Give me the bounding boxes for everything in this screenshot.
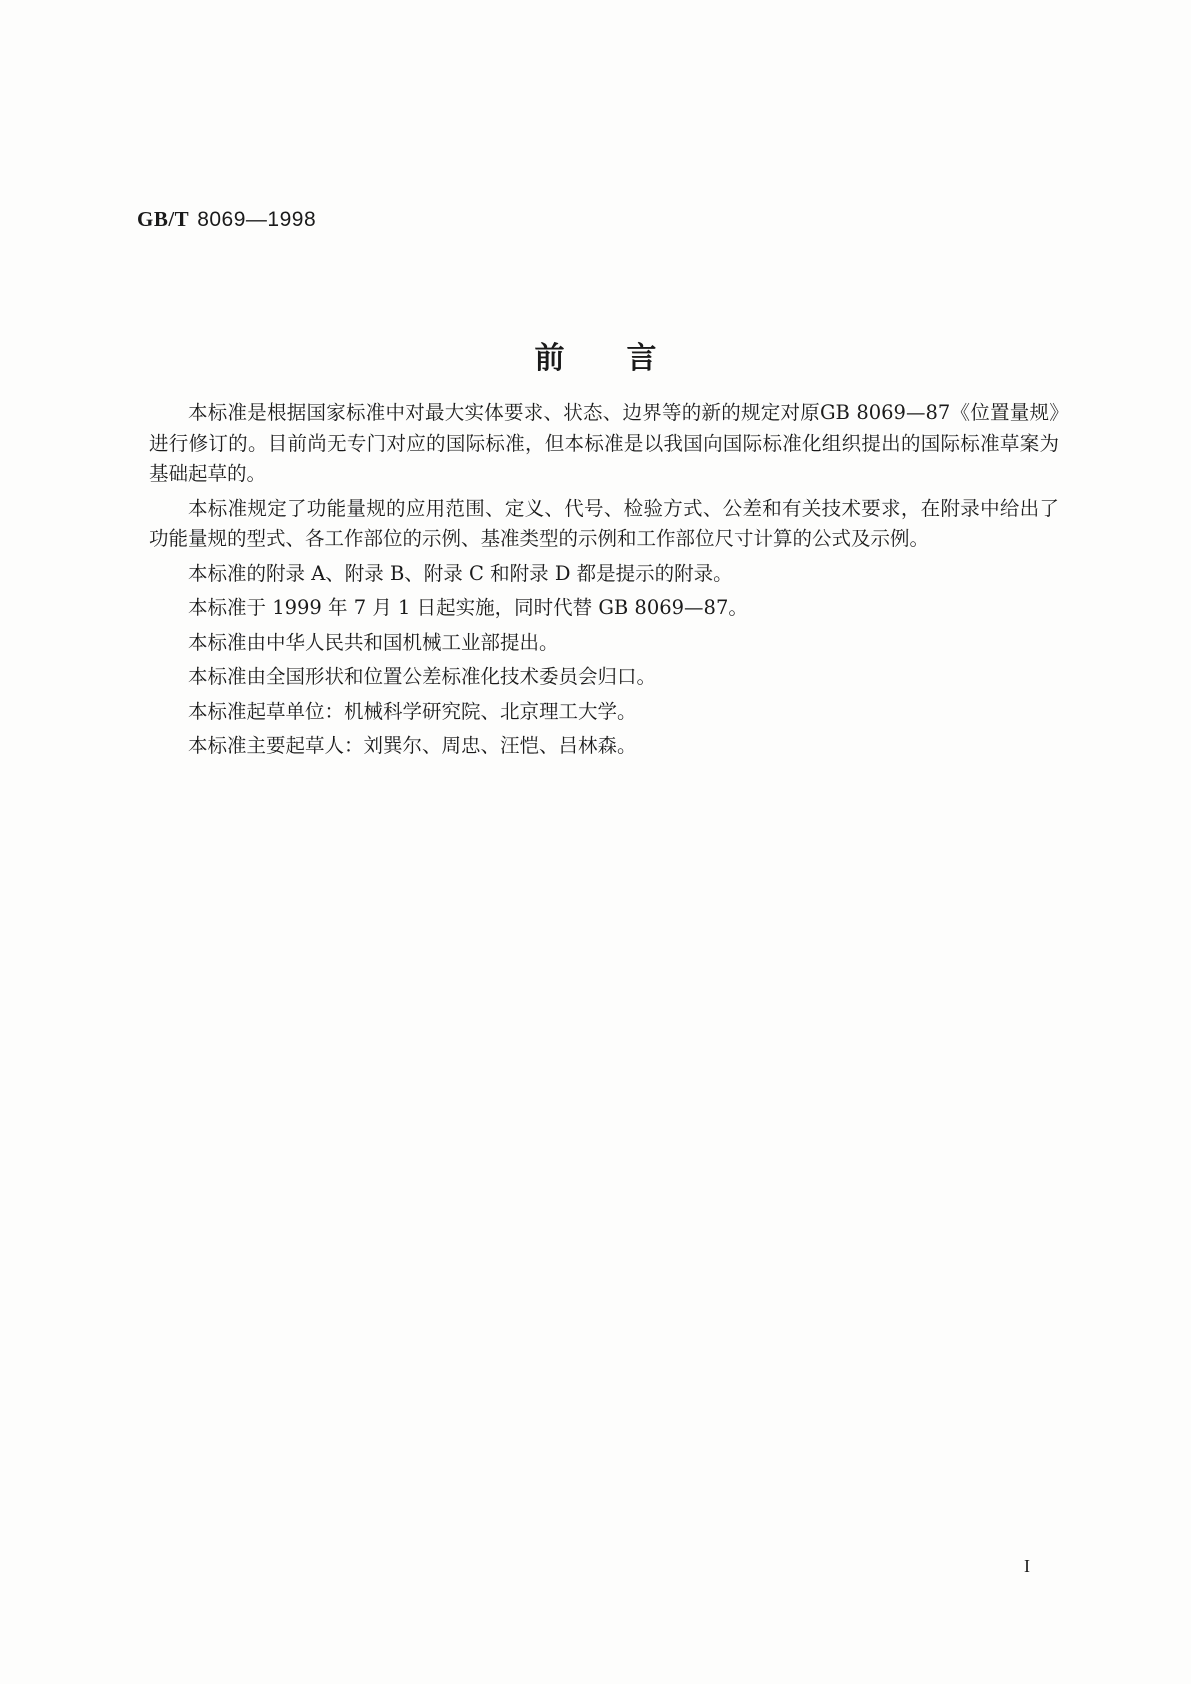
foreword-paragraph: 本标准由中华人民共和国机械工业部提出。	[188, 630, 559, 654]
foreword-heading: 前言	[534, 341, 719, 376]
foreword-paragraph: 本标准规定了功能量规的应用范围、定义、代号、检验方式、公差和有关技术要求，在附录中给出了功能量规的型式、各工作部位的示例、基准类型的示例和工作部位尺寸计算的公式及示例。	[149, 496, 1059, 550]
foreword-paragraph: 本标准的附录 A、附录 B、附录 C 和附录 D 都是提示的附录。	[188, 561, 733, 585]
standard-prefix: GB/T	[137, 207, 190, 231]
foreword-paragraph: 本标准是根据国家标准中对最大实体要求、状态、边界等的新的规定对原GB 8069—87《位置量规》进行修订的。目前尚无专门对应的国际标准，但本标准是以我国向国际标准化组织提出的国际标准草案为基础起草的。	[149, 401, 1059, 485]
standard-code	[137, 207, 316, 232]
page-number: I	[1024, 1556, 1030, 1576]
foreword-body	[149, 398, 1059, 766]
foreword-paragraph: 本标准由全国形状和位置公差标准化技术委员会归口。	[188, 665, 657, 688]
foreword-paragraph: 本标准于 1999 年 7 月 1 日起实施，同时代替 GB 8069—87。	[188, 596, 748, 619]
foreword-paragraph: 本标准起草单位：机械科学研究院、北京理工大学。	[188, 699, 637, 723]
standard-number: 8069—1998	[197, 208, 317, 231]
foreword-paragraph: 本标准主要起草人：刘巽尔、周忠、汪恺、吕林森。	[188, 734, 637, 757]
